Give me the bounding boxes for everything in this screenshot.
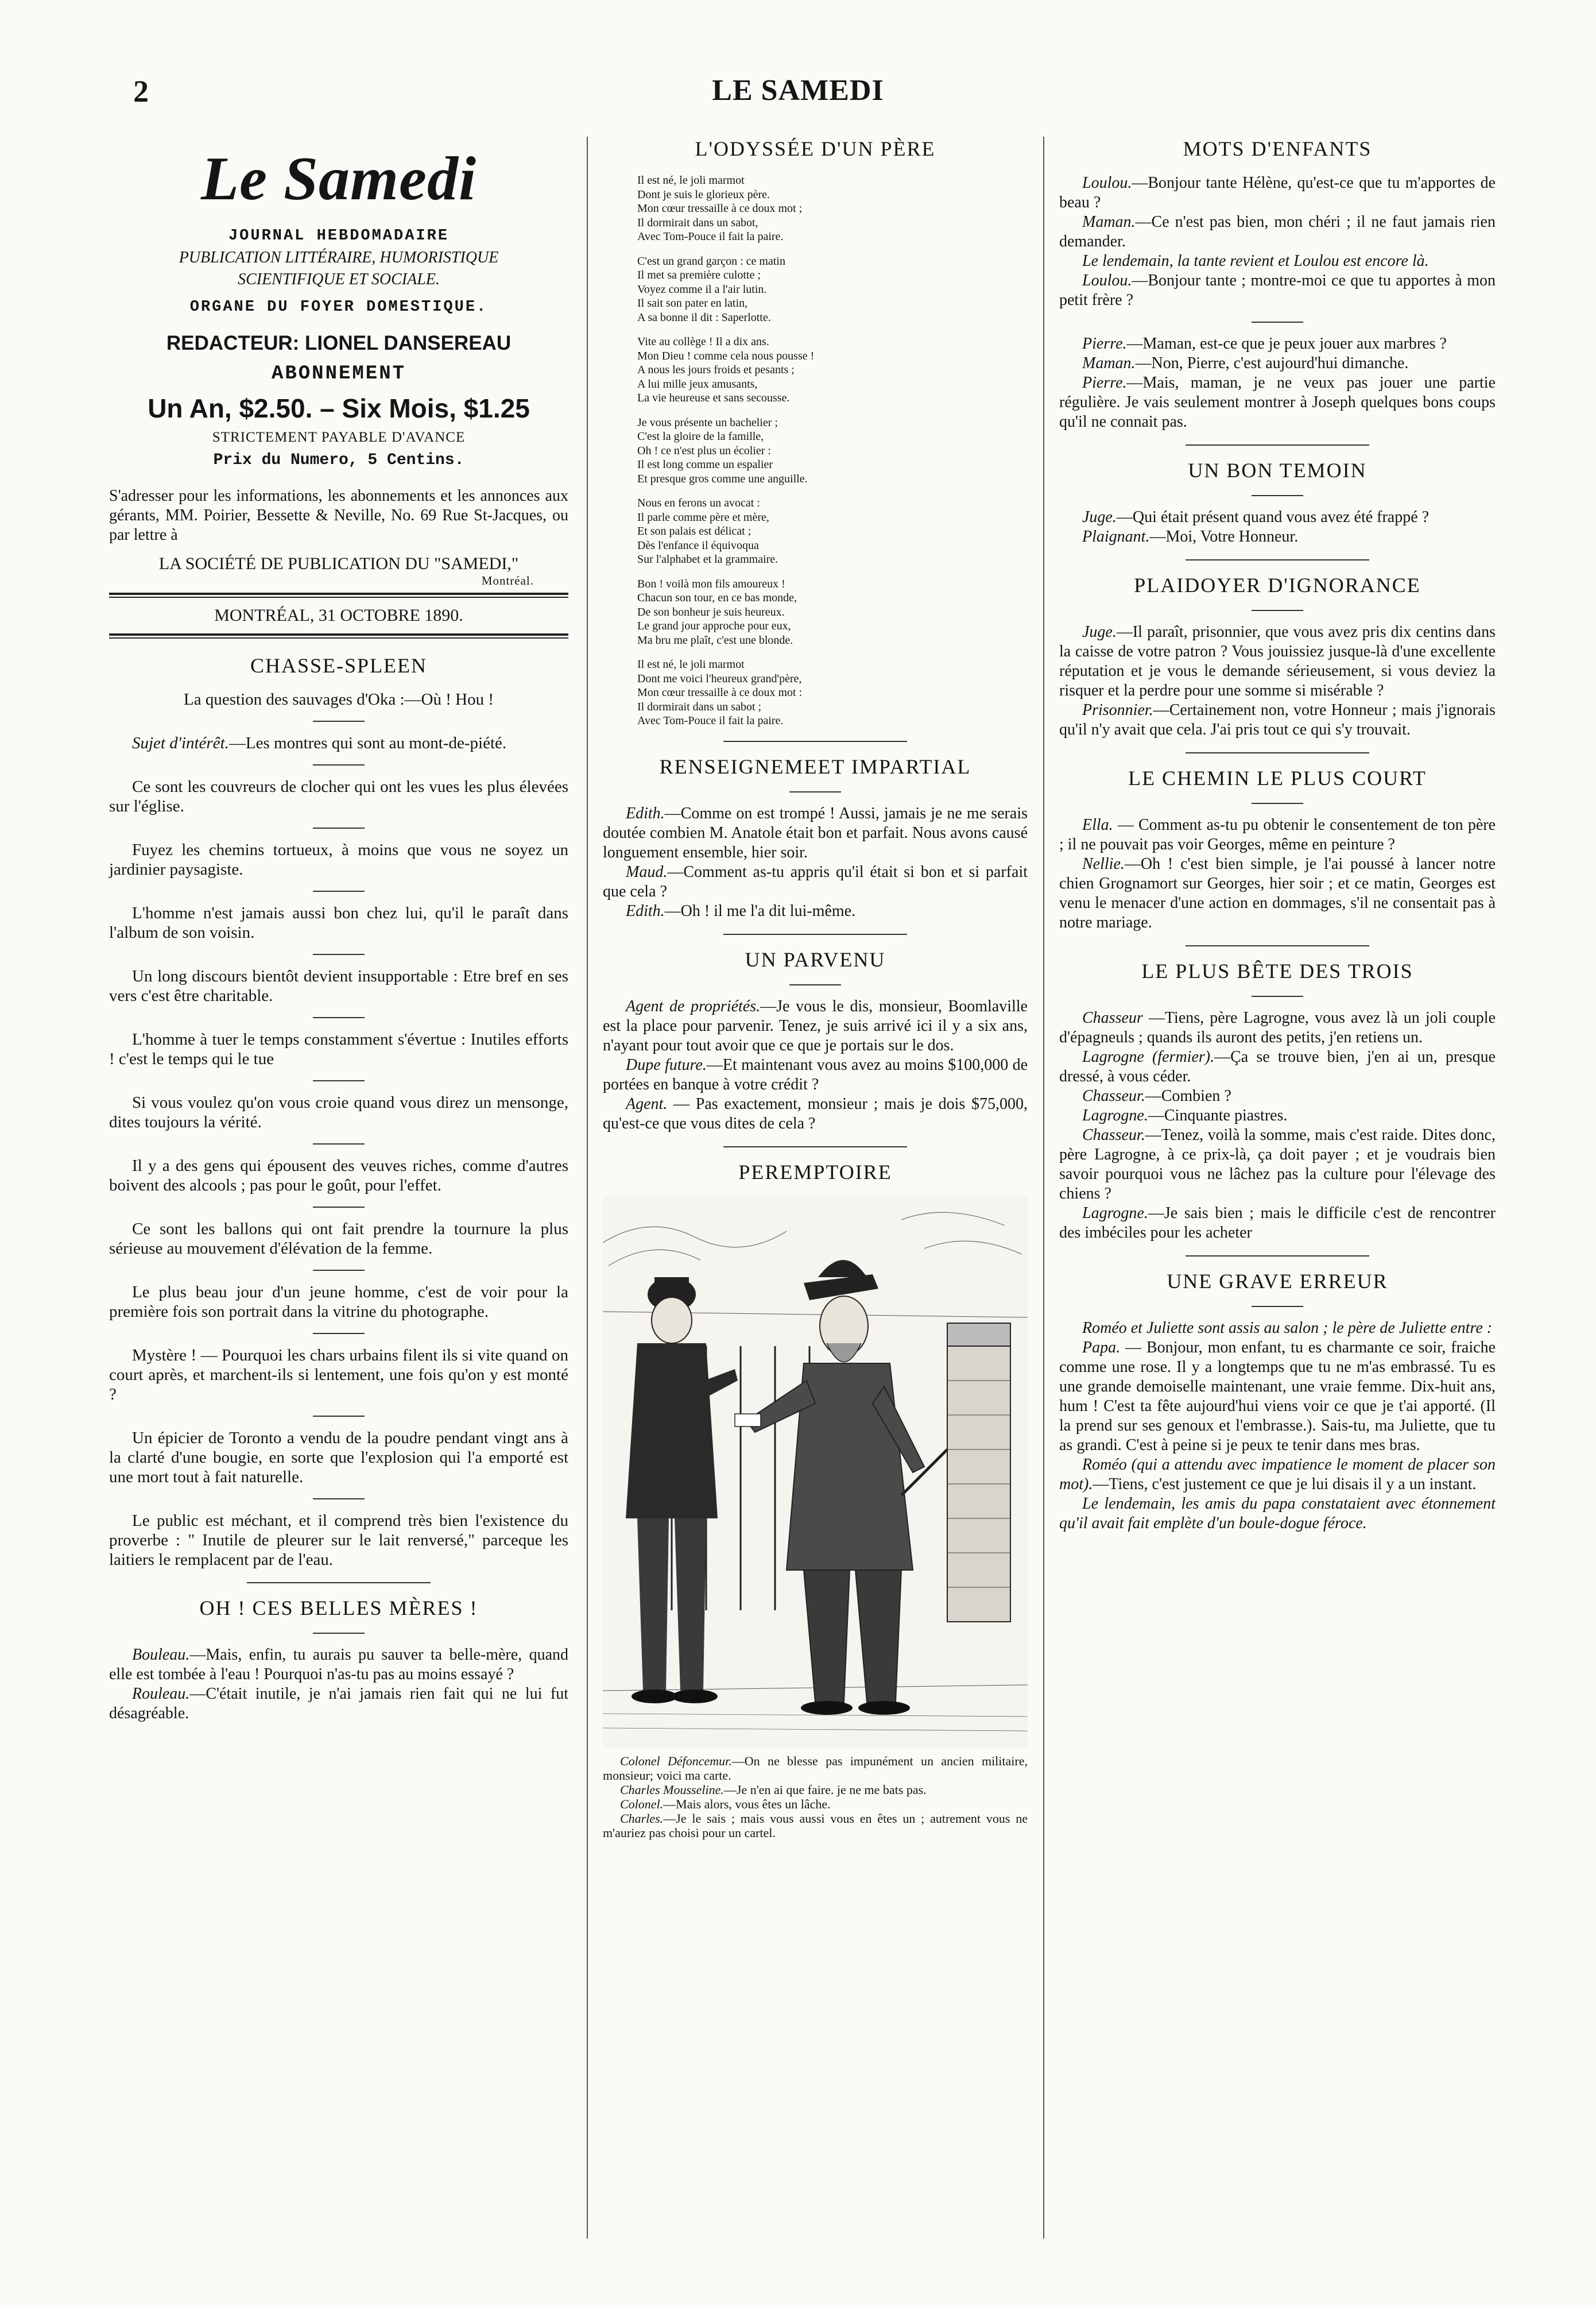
dialogue-text: —Moi, Votre Honneur. xyxy=(1149,528,1299,546)
poem-line: A lui mille jeux amusants, xyxy=(637,377,758,391)
speaker-name: Loulou. xyxy=(1082,174,1132,192)
dialogue-text: —Il paraît, prisonnier, que vous avez pris dix centins dans la caisse de votre patron ? Vous jouissiez jusque-là d'une excellente réputation et je vous le demande sérieusement, si vous deviez la risquer et la perdre pour une somme si misérable ? xyxy=(1059,623,1496,699)
speaker-name: Edith. xyxy=(626,902,665,920)
speaker-name: Lagrogne (fermier). xyxy=(1082,1048,1215,1066)
dialogue-text: —Certainement non, votre Honneur ; mais j'ignorais qu'il n'y avait que cela. J'ai pris tout ce qui s'y trouvait. xyxy=(1059,701,1496,739)
item-rule xyxy=(313,721,365,722)
poem-line: Avec Tom-Pouce il fait la paire. xyxy=(637,230,784,243)
dialogue-line xyxy=(1059,1106,1496,1126)
poem-line: Bon ! voilà mon fils amoureux ! xyxy=(637,577,785,590)
section-rule xyxy=(1252,322,1303,323)
dialogue-line xyxy=(1059,1455,1496,1494)
dialogue-line xyxy=(1059,701,1496,740)
publisher-city: Montréal. xyxy=(481,574,534,587)
dialogue-line xyxy=(1059,815,1496,855)
quip-line: Le public est méchant, et il comprend très bien l'existence du proverbe : " Inutile de pleurer sur le lait renversé," parceque les laitiers le remplacent par de l'eau. xyxy=(109,1511,568,1569)
column-right xyxy=(1059,133,1496,1533)
quip-line: L'homme à tuer le temps constamment s'évertue : Inutiles efforts ! c'est le temps qui le tue xyxy=(109,1030,568,1068)
poem-line: Voyez comme il a l'air lutin. xyxy=(637,283,767,296)
poem-line: Et son palais est délicat ; xyxy=(637,525,751,538)
speaker-name: Charles. xyxy=(620,1811,664,1826)
quip-line xyxy=(109,733,568,753)
section-title-odyssee: L'ODYSSÉE D'UN PÈRE xyxy=(695,137,936,160)
section-rule xyxy=(789,791,841,792)
dialogue-line xyxy=(1059,373,1496,432)
dialogue-text: —Bonjour tante ; montre-moi ce que tu apportes à mon petit frère ? xyxy=(1059,272,1496,309)
dialogue-line xyxy=(1059,1338,1496,1455)
speaker-name: Papa. xyxy=(1082,1339,1121,1356)
poem-stanza xyxy=(603,496,1028,567)
item-rule xyxy=(313,1333,365,1334)
editor-line: REDACTEUR: LIONEL DANSEREAU xyxy=(166,332,512,354)
dialogue-line xyxy=(603,863,1028,902)
item-rule xyxy=(313,1207,365,1208)
dialogue-text: —Combien ? xyxy=(1145,1087,1231,1105)
dialogue-line xyxy=(1059,855,1496,933)
section-rule xyxy=(1252,495,1303,496)
quip-lead: Sujet d'intérêt. xyxy=(132,734,229,752)
speaker-name: Maman. xyxy=(1082,354,1136,372)
poem-line: Mon cœur tressaille à ce doux mot : xyxy=(637,686,803,699)
section-rule xyxy=(1186,559,1369,560)
payment-terms: STRICTEMENT PAYABLE D'AVANCE xyxy=(212,430,466,445)
poem-line: Dont je suis le glorieux père. xyxy=(637,188,770,201)
poem-line: Il met sa première culotte ; xyxy=(637,269,761,281)
speaker-name: Bouleau. xyxy=(132,1646,190,1664)
masthead-organ: ORGANE DU FOYER DOMESTIQUE. xyxy=(189,299,488,316)
stage-direction: Le lendemain, la tante revient et Loulou est encore là. xyxy=(1082,252,1429,270)
dialogue-line xyxy=(1059,173,1496,212)
dialogue-line xyxy=(603,1056,1028,1095)
poem-line: C'est un grand garçon : ce matin xyxy=(637,254,785,268)
speaker-name: Pierre. xyxy=(1082,374,1127,392)
dialogue-text: —Je n'en ai que faire. je ne me bats pas. xyxy=(723,1782,927,1797)
speaker-name: Juge. xyxy=(1082,508,1117,526)
dialogue-text: —Je vous le dis, monsieur, Boomlaville est la place pour parvenir. Tenez, je suis arrivé ici il y a six ans, n'ayant pour tout avoir que ce que je portais sur le dos. xyxy=(603,997,1028,1054)
speaker-name: Chasseur. xyxy=(1082,1126,1145,1144)
quip-line: Un épicier de Toronto a vendu de la poudre pendant vingt ans à la clarté d'une bougie, en sorte que l'explosion qui l'a emporté est une mort tout à fait naturelle. xyxy=(109,1429,568,1486)
poem-stanza xyxy=(603,173,1028,244)
caption-line xyxy=(603,1811,1028,1840)
poem-line: Il sait son pater en latin, xyxy=(637,297,748,310)
section-rule xyxy=(723,741,907,742)
section-title-renseignement: RENSEIGNEMEET IMPARTIAL xyxy=(659,755,971,778)
dialogue-text: —Ça se trouve bien, j'en ai un, presque dressé, à vous céder. xyxy=(1059,1048,1496,1085)
section-rule xyxy=(1252,803,1303,804)
speaker-name: Chasseur xyxy=(1082,1009,1143,1027)
dialogue-line xyxy=(1059,354,1496,373)
masthead-tagline: PUBLICATION LITTÉRAIRE, HUMORISTIQUE xyxy=(179,249,499,266)
section-title-chemin: LE CHEMIN LE PLUS COURT xyxy=(1128,767,1427,790)
mots-enfants-dialogue-1 xyxy=(1059,173,1496,310)
dialogue-line xyxy=(1059,1126,1496,1204)
dialogue-line xyxy=(603,1095,1028,1134)
speaker-name: Charles Mousseline. xyxy=(620,1782,724,1797)
bon-temoin-dialogue xyxy=(1059,508,1496,547)
issue-price: Prix du Numero, 5 Centins. xyxy=(213,451,464,469)
section-rule xyxy=(1252,1306,1303,1307)
poem-line: Avec Tom-Pouce il fait la paire. xyxy=(637,714,784,727)
dialogue-line xyxy=(603,804,1028,863)
quip-line: Il y a des gens qui épousent des veuves riches, comme d'autres boivent des alcools ; pas pour le goût, pour l'effet. xyxy=(109,1157,568,1194)
dialogue-line xyxy=(1059,1008,1496,1047)
item-rule xyxy=(313,1270,365,1271)
speaker-name: Lagrogne. xyxy=(1082,1107,1148,1124)
quip-text: —Les montres qui sont au mont-de-piété. xyxy=(228,734,507,752)
poem-line: Mon Dieu ! comme cela nous pousse ! xyxy=(637,349,815,362)
cartoon-caption xyxy=(603,1754,1028,1840)
dialogue-text: —Je sais bien ; mais le difficile c'est de rencontrer des imbéciles pour les acheter xyxy=(1059,1204,1496,1242)
poem-line: De son bonheur je suis heureux. xyxy=(637,605,785,618)
poem-line: Il est né, le joli marmot xyxy=(637,658,745,671)
poem-line: Chacun son tour, en ce bas monde, xyxy=(637,592,797,604)
quip-line: Fuyez les chemins tortueux, à moins que vous ne soyez un jardinier paysagiste. xyxy=(109,841,568,879)
dialogue-text: —Et maintenant vous avez au moins $100,000 de portées en banque à votre crédit ? xyxy=(603,1056,1028,1093)
section-rule xyxy=(1186,1255,1369,1257)
quip-line: La question des sauvages d'Oka :—Où ! Hou ! xyxy=(184,690,494,709)
quip-line: L'homme n'est jamais aussi bon chez lui, qu'il le paraît dans l'album de son voisin. xyxy=(109,904,568,942)
speaker-name: Prisonnier. xyxy=(1082,701,1153,719)
section-rule xyxy=(1186,752,1369,753)
poem-line: Mon cœur tressaille à ce doux mot ; xyxy=(637,202,803,215)
dialogue-line xyxy=(1059,1204,1496,1243)
poem-line: Vite au collège ! Il a dix ans. xyxy=(637,335,769,348)
item-rule xyxy=(313,1143,365,1145)
section-title-parvenu: UN PARVENU xyxy=(745,948,886,971)
speaker-name: Nellie. xyxy=(1082,855,1125,873)
item-rule xyxy=(313,891,365,892)
poem-line: Il dormirait dans un sabot ; xyxy=(637,700,762,713)
poem-line: Dès l'enfance il équivoqua xyxy=(637,539,759,552)
dialogue-text: —Mais, enfin, tu aurais pu sauver ta belle-mère, quand elle est tombée à l'eau ! Pourquoi n'as-tu pas au moins essayé ? xyxy=(109,1646,568,1683)
section-rule xyxy=(789,984,841,985)
dialogue-line xyxy=(109,1645,568,1684)
section-title-chasse-spleen: CHASSE-SPLEEN xyxy=(250,654,428,677)
section-rule xyxy=(723,934,907,935)
chemin-dialogue xyxy=(1059,815,1496,933)
publisher-society: LA SOCIÉTÉ DE PUBLICATION DU "SAMEDI," xyxy=(158,554,519,573)
belles-meres-dialogue xyxy=(109,1645,568,1723)
dialogue-line xyxy=(603,902,1028,921)
column-middle xyxy=(603,133,1028,1840)
quip-line: Ce sont les ballons qui ont fait prendre la tournure la plus sérieuse au mouvement d'élévation de la femme. xyxy=(109,1220,568,1258)
section-title-bon-temoin: UN BON TEMOIN xyxy=(1188,459,1367,482)
item-rule xyxy=(313,1498,365,1499)
speaker-name: Roméo (qui a attendu avec impatience le moment de placer son mot). xyxy=(1059,1456,1496,1493)
section-title-mots-enfants: MOTS D'ENFANTS xyxy=(1183,137,1372,160)
quip-line: Si vous voulez qu'on vous croie quand vous direz un mensonge, dites toujours la vérité. xyxy=(109,1093,568,1131)
dialogue-line xyxy=(603,997,1028,1056)
section-rule xyxy=(723,1146,907,1147)
poem-stanza xyxy=(603,658,1028,728)
speaker-name: Colonel Défoncemur. xyxy=(620,1753,732,1768)
poem-line: Il parle comme père et mère, xyxy=(637,511,769,524)
section-rule xyxy=(1252,610,1303,611)
item-rule xyxy=(313,1017,365,1018)
dialogue-text: —Mais alors, vous êtes un lâche. xyxy=(663,1796,831,1811)
dialogue-text: —Oh ! c'est bien simple, je l'ai poussé à lancer notre chien Grognamort sur Georges, hier soir ; et ce matin, Georges est venu le menacer d'une action en dommages, s'il ne consentait pas à notre mariage. xyxy=(1059,855,1496,931)
poem-stanza xyxy=(603,335,1028,405)
renseignement-dialogue xyxy=(603,804,1028,921)
poem-stanza xyxy=(603,416,1028,486)
section-rule xyxy=(1186,444,1369,446)
item-rule xyxy=(313,764,365,766)
odyssee-poem xyxy=(603,173,1028,728)
poem-line: C'est la gloire de la famille, xyxy=(637,430,764,443)
poem-line: Le grand jour approche pour eux, xyxy=(637,620,791,632)
bete-dialogue xyxy=(1059,1008,1496,1243)
poem-line: Nous en ferons un avocat : xyxy=(637,497,760,509)
poem-line: Je vous présente un bachelier ; xyxy=(637,416,778,429)
dateline: MONTRÉAL, 31 OCTOBRE 1890. xyxy=(214,606,463,625)
dialogue-line xyxy=(1059,1047,1496,1087)
poem-stanza xyxy=(603,254,1028,325)
caption-line xyxy=(603,1783,1028,1797)
poem-line: Il dormirait dans un sabot, xyxy=(637,216,758,229)
dialogue-text: — Comment as-tu pu obtenir le consentement de ton père ; il ne pouvait pas voir Georges, même en peinture ? xyxy=(1059,816,1496,853)
section-rule xyxy=(1252,996,1303,997)
item-rule xyxy=(313,1080,365,1081)
masthead-logo: Le Samedi xyxy=(201,145,477,213)
plaidoyer-dialogue xyxy=(1059,623,1496,740)
poem-line: A nous les jours froids et pesants ; xyxy=(637,364,795,376)
quip-line: Le plus beau jour d'un jeune homme, c'est de voir pour la première fois son portrait dans la vitrine du photographe. xyxy=(109,1283,568,1321)
subscription-price: Un An, $2.50. – Six Mois, $1.25 xyxy=(148,393,530,423)
masthead-rule xyxy=(109,633,568,639)
dialogue-line xyxy=(1059,508,1496,527)
speaker-name: Agent de propriétés. xyxy=(626,997,761,1015)
dialogue-text: —Je le sais ; mais vous aussi vous en êtes un ; autrement vous ne m'auriez pas choisi pour un cartel. xyxy=(603,1811,1028,1840)
poem-line: Dont me voici l'heureux grand'père, xyxy=(637,672,802,685)
speaker-name: Ella. xyxy=(1082,816,1113,834)
poem-line: Et presque gros comme une anguille. xyxy=(637,472,808,485)
dialogue-text: —Mais, maman, je ne veux pas jouer une partie régulière. Je vais seulement montrer à Joseph quelques bons coups qu'il ne connait pas. xyxy=(1059,374,1496,431)
parvenu-dialogue xyxy=(603,997,1028,1134)
dialogue-text: —Tiens, c'est justement ce que je lui disais il y a un instant. xyxy=(1093,1475,1477,1493)
dialogue-line xyxy=(1059,527,1496,547)
mots-enfants-dialogue-2 xyxy=(1059,334,1496,432)
speaker-name: Pierre. xyxy=(1082,335,1127,353)
dialogue-text: —Ce n'est pas bien, mon chéri ; il ne faut jamais rien demander. xyxy=(1059,213,1496,250)
speaker-name: Dupe future. xyxy=(626,1056,707,1074)
quip-line: Un long discours bientôt devient insupportable : Etre bref en ses vers c'est être charitable. xyxy=(109,967,568,1005)
poem-line: Sur l'alphabet et la grammaire. xyxy=(637,553,778,566)
dialogue-text: —Tiens, père Lagrogne, vous avez là un joli couple d'épagneuls ; quands ils auront des petits, j'en retiens un. xyxy=(1059,1009,1496,1046)
chasse-spleen-items xyxy=(109,690,568,1569)
dialogue-line xyxy=(1059,212,1496,252)
address-notice: S'adresser pour les informations, les abonnements et les annonces aux gérants, MM. Poirier, Bessette & Neville, No. 69 Rue St-Jacques, ou par lettre à xyxy=(109,487,568,544)
dialogue-text: —Tenez, voilà la somme, mais c'est raide. Dites donc, père Lagrogne, à ce prix-là, ça doit payer ; et je voudrais bien savoir pourquoi vous ne lâchez pas la culture pour l'élevage des chiens ? xyxy=(1059,1126,1496,1203)
stage-direction: Le lendemain, les amis du papa constataient avec étonnement qu'il avait fait emplète d'un boule-dogue féroce. xyxy=(1059,1495,1496,1532)
poem-stanza xyxy=(603,577,1028,648)
masthead-tagline: SCIENTIFIQUE ET SOCIALE. xyxy=(238,270,440,288)
page-number: 2 xyxy=(133,74,149,109)
section-title-plaidoyer: PLAIDOYER D'IGNORANCE xyxy=(1134,574,1421,597)
dialogue-text: —Non, Pierre, c'est aujourd'hui dimanche. xyxy=(1135,354,1409,372)
speaker-name: Colonel. xyxy=(620,1796,664,1811)
poem-line: Il est long comme un espalier xyxy=(637,458,773,471)
subscription-heading: ABONNEMENT xyxy=(271,363,406,385)
dialogue-text: —Maman, est-ce que je peux jouer aux marbres ? xyxy=(1126,335,1447,353)
item-rule xyxy=(313,1416,365,1417)
section-rule xyxy=(1186,945,1369,946)
cartoon-illustration xyxy=(603,1197,1028,1748)
masthead-rule xyxy=(109,593,568,598)
poem-line: Ma bru me plaît, c'est une blonde. xyxy=(637,633,793,647)
section-rule xyxy=(313,1633,365,1634)
poem-line: Il est né, le joli marmot xyxy=(637,174,745,187)
speaker-name: Rouleau. xyxy=(132,1685,190,1703)
speaker-name: Lagrogne. xyxy=(1082,1204,1148,1222)
poem-line: A sa bonne il dit : Saperlotte. xyxy=(637,311,771,324)
poem-line: Oh ! ce n'est plus un écolier : xyxy=(637,444,771,457)
item-rule xyxy=(313,828,365,829)
dialogue-text: — Pas exactement, monsieur ; mais je dois $75,000, qu'est-ce que vous dites de cela ? xyxy=(603,1095,1028,1132)
section-title-peremptoire: PEREMPTOIRE xyxy=(738,1160,892,1184)
poem-line: La vie heureuse et sans secousse. xyxy=(637,392,790,404)
dialogue-line xyxy=(1059,623,1496,701)
dialogue-text: —Cinquante piastres. xyxy=(1148,1107,1288,1124)
dialogue-line xyxy=(109,1684,568,1723)
speaker-name: Edith. xyxy=(626,804,665,822)
section-title-erreur: UNE GRAVE ERREUR xyxy=(1167,1270,1388,1293)
section-rule xyxy=(247,1582,431,1583)
quip-line: Mystère ! — Pourquoi les chars urbains filent ils si vite quand on court après, et marchent-ils si lentement, une fois qu'on y est monté ? xyxy=(109,1346,568,1404)
dialogue-line xyxy=(1059,1087,1496,1106)
column-left xyxy=(109,133,568,1723)
item-rule xyxy=(313,954,365,955)
dialogue-line xyxy=(1059,334,1496,354)
page-title: LE SAMEDI xyxy=(712,74,884,107)
quip-line: Ce sont les couvreurs de clocher qui ont les vues les plus élevées sur l'église. xyxy=(109,778,568,815)
speaker-name: Juge. xyxy=(1082,623,1117,641)
speaker-name: Plaignant. xyxy=(1082,528,1150,546)
section-title-belles-meres: OH ! CES BELLES MÈRES ! xyxy=(199,1596,478,1619)
masthead-subtitle: JOURNAL HEBDOMADAIRE xyxy=(228,227,450,245)
dialogue-text: —C'était inutile, je n'ai jamais rien fait qui ne lui fut désagréable. xyxy=(109,1685,568,1722)
dialogue-text: —Comment as-tu appris qu'il était si bon et si parfait que cela ? xyxy=(603,863,1028,900)
speaker-name: Maman. xyxy=(1082,213,1136,231)
section-title-bete: LE PLUS BÊTE DES TROIS xyxy=(1141,960,1413,983)
stage-direction: Roméo et Juliette sont assis au salon ; le père de Juliette entre : xyxy=(1082,1319,1493,1337)
speaker-name: Chasseur. xyxy=(1082,1087,1145,1105)
dialogue-text: —Bonjour tante Hélène, qu'est-ce que tu m'apportes de beau ? xyxy=(1059,174,1496,211)
column-rule xyxy=(587,137,588,2239)
dialogue-text: —Qui était présent quand vous avez été frappé ? xyxy=(1116,508,1430,526)
caption-line xyxy=(603,1797,1028,1811)
dialogue-text: —On ne blesse pas impunément un ancien militaire, monsieur; voici ma carte. xyxy=(603,1753,1028,1783)
speaker-name: Maud. xyxy=(626,863,668,881)
dialogue-text: —Oh ! il me l'a dit lui-même. xyxy=(664,902,856,920)
dialogue-text: — Bonjour, mon enfant, tu es charmante ce soir, fraiche comme une rose. Il y a longtemps que tu ne m'as embrassé. Tu es une grande demoiselle maintenant, une vraie femme. Dix-huit ans, hum ! C'est ta fête aujourd'hui viens voir ce que je t'ai apporté. (Il la prend sur ses genoux et l'embrasse.). Sais-tu, ma Juliette, que tu as grandi. C'est à peine si je peux te tenir dans mes bras. xyxy=(1059,1339,1496,1454)
dialogue-text: —Comme on est trompé ! Aussi, jamais je ne me serais doutée combien M. Anatole était bon et parfait. Nous avons causé longuement ensemble, hier soir. xyxy=(603,804,1028,861)
dialogue-line xyxy=(1059,271,1496,310)
column-rule xyxy=(1043,137,1044,2239)
speaker-name: Agent. xyxy=(626,1095,668,1113)
speaker-name: Loulou. xyxy=(1082,272,1132,289)
erreur-dialogue xyxy=(1059,1319,1496,1533)
caption-line xyxy=(603,1754,1028,1783)
